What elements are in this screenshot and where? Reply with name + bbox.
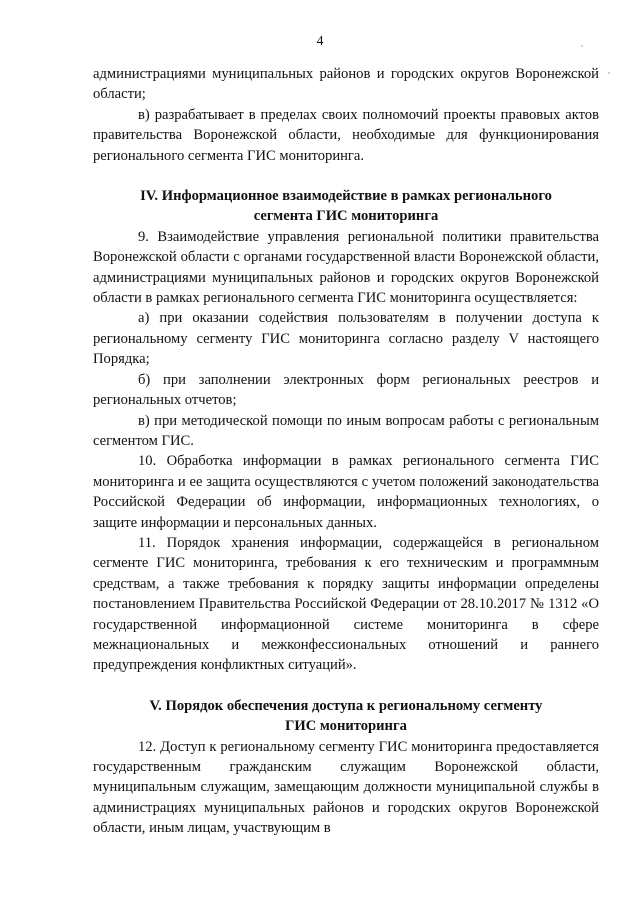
paragraph: 9. Взаимодействие управления региональной политики правительства Воронежской области с органами государственной власти Воронежской области, администрациями муниципальных районов и городских округов Воронежской области в рамках регионального сегмента ГИС мониторинга осуществляется:	[93, 228, 599, 307]
paragraph: а) при оказании содействия пользователям в получении доступа к региональному сегменту ГИС мониторинга согласно разделу V настоящего Порядка;	[93, 310, 599, 368]
section-heading-line: ГИС мониторинга	[285, 718, 407, 735]
paragraph: в) разрабатывает в пределах своих полномочий проекты правовых актов правительства Воронежской области, необходимые для функционирования регионального сегмента ГИС мониторинга.	[93, 106, 599, 164]
section-heading-line: IV. Информационное взаимодействие в рамках регионального	[140, 188, 552, 205]
section-heading	[93, 696, 599, 737]
paragraph: администрациями муниципальных районов и городских округов Воронежской области;	[93, 66, 599, 103]
paragraph: 12. Доступ к региональному сегменту ГИС мониторинга предоставляется государственным гражданским служащим Воронежской области, муниципальным служащим, замещающим должности муниципальной службы в администрациях муниципальных районов и городских округов Воронежской области, иным лицам, участвующим в	[93, 738, 599, 837]
section-heading-line: сегмента ГИС мониторинга	[253, 208, 439, 225]
paragraph: б) при заполнении электронных форм региональных реестров и региональных отчетов;	[93, 371, 599, 409]
section-heading-line: V. Порядок обеспечения доступа к региональному сегменту	[149, 697, 543, 714]
paragraph: в) при методической помощи по иным вопросам работы с региональным сегментом ГИС.	[93, 412, 599, 449]
scan-mark	[581, 45, 583, 47]
paragraph: 11. Порядок хранения информации, содержащейся в региональном сегменте ГИС мониторинга, требования к его техническим и программным средствам, а также требования к порядку защиты информации определены постановлением Правительства Российской Федерации от 28.10.2017 № 1312 «О государственной информационной системе мониторинга в сфере межнациональных и межконфессиональных отношений и раннего предупреждения конфликтных ситуаций».	[93, 534, 599, 674]
paragraph: 10. Обработка информации в рамках регионального сегмента ГИС мониторинга и ее защита осуществляются с учетом положений законодательства Российской Федерации об информации, информационных технологиях, о защите информации и персональных данных.	[93, 453, 599, 531]
page-number: 4	[316, 34, 324, 49]
scan-mark	[608, 72, 610, 74]
section-heading	[93, 186, 599, 227]
document-body	[93, 64, 599, 839]
